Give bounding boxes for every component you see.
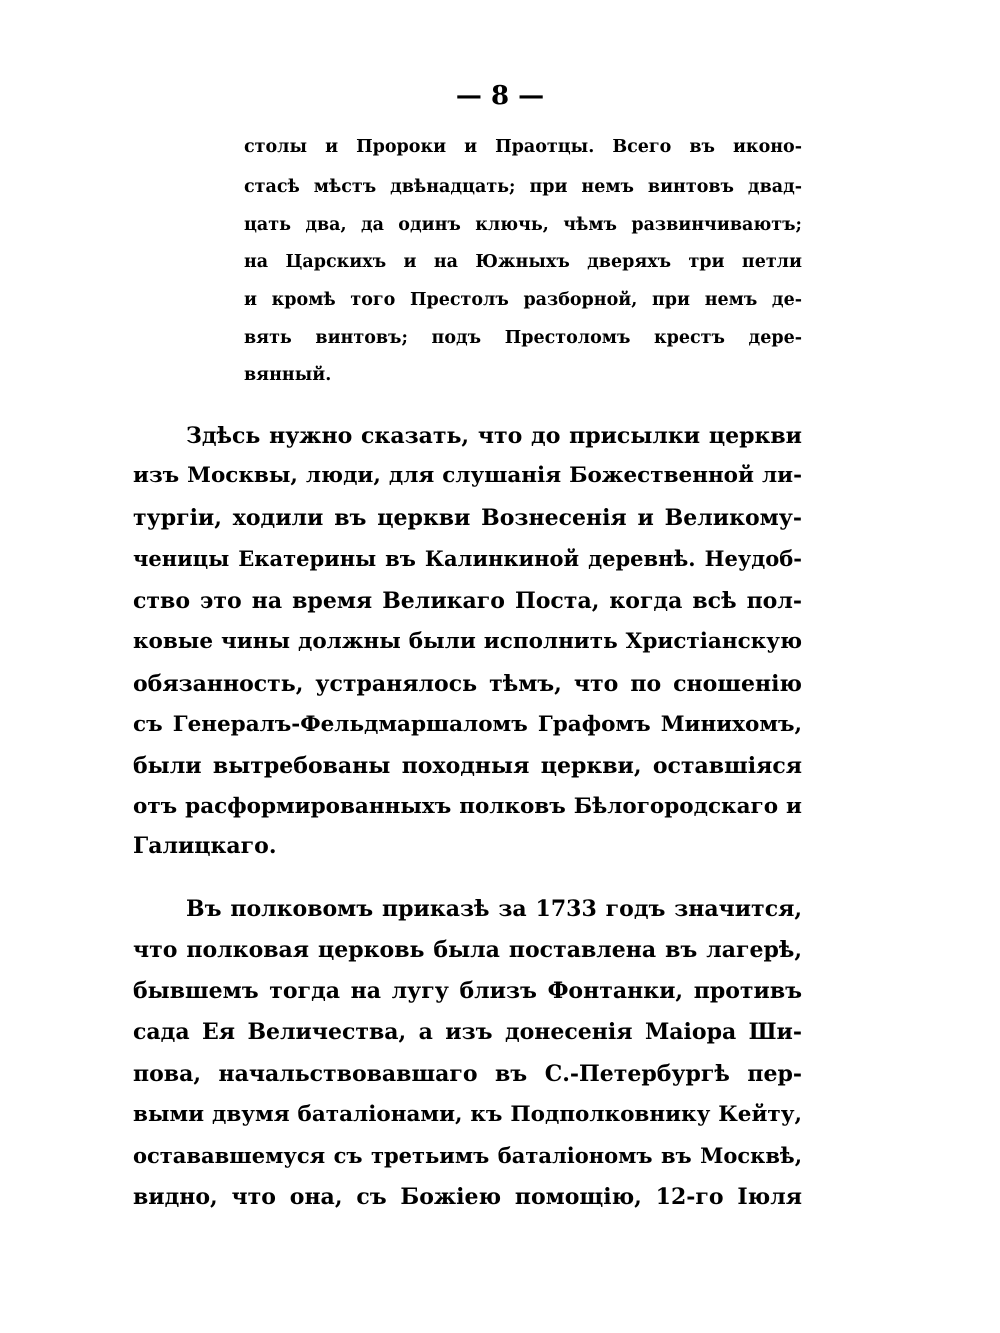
paragraph-line: остававшемуся съ третьимъ баталіономъ въ Москвѣ, [133,1143,802,1168]
page-number: — 8 — [455,81,545,111]
quote-line: цать два, да одинъ ключь, чѣмъ развинчиваютъ; [244,215,802,235]
paragraph-line: были вытребованы походныя церкви, оставшіяся [133,753,802,779]
paragraph-line: ковые чины должны были исполнить Христіанскую [133,629,802,654]
quote-line: стасѣ мѣстъ двѣнадцать; при немъ винтовъ двад- [244,177,802,197]
paragraph-line: бывшемъ тогда на лугу близъ Фонтанки, противъ [133,978,802,1004]
paragraph-line: тургіи, ходили въ церкви Вознесенія и Великому- [133,505,802,531]
paragraph-line: выми двумя баталіонами, къ Подполковнику Кейту, [133,1102,802,1127]
quote-line: вянный. [244,365,332,385]
quote-line: и кромѣ того Престолъ разборной, при немъ де- [244,290,802,310]
paragraph-line: ченицы Екатерины въ Калинкиной деревнѣ. Неудоб- [133,546,802,571]
paragraph-line: Галицкаго. [133,833,277,859]
paragraph-line: пова, начальствовавшаго въ С.-Петербургѣ пер- [133,1061,802,1087]
paragraph-line: отъ расформированныхъ полковъ Бѣлогородскаго и [133,794,802,819]
paragraph-line: съ Генералъ-Фельдмаршаломъ Графомъ Минихомъ, [133,712,802,737]
paragraph-line: ство это на время Великаго Поста, когда всѣ пол- [133,588,802,614]
paragraph-line: Въ полковомъ приказѣ за 1733 годъ значится, [186,896,802,922]
paragraph-line: что полковая церковь была поставлена въ лагерѣ, [133,937,802,963]
quote-line: столы и Пророки и Праотцы. Всего въ иконо- [244,137,802,157]
quote-line: на Царскихъ и на Южныхъ дверяхъ три петли [244,252,802,272]
paragraph-line: видно, что она, съ Божіею помощію, 12-го Іюля [133,1184,802,1210]
paragraph-line: Здѣсь нужно сказать, что до присылки церкви [186,423,802,449]
quote-line: вять винтовъ; подъ Престоломъ крестъ дере- [244,328,802,348]
paragraph-line: обязанность, устранялось тѣмъ, что по сношенію [133,671,802,697]
paragraph-line: изъ Москвы, люди, для слушанія Божественной ли- [133,463,802,488]
paragraph-line: сада Ея Величества, а изъ донесенія Маіора Ши- [133,1019,802,1045]
